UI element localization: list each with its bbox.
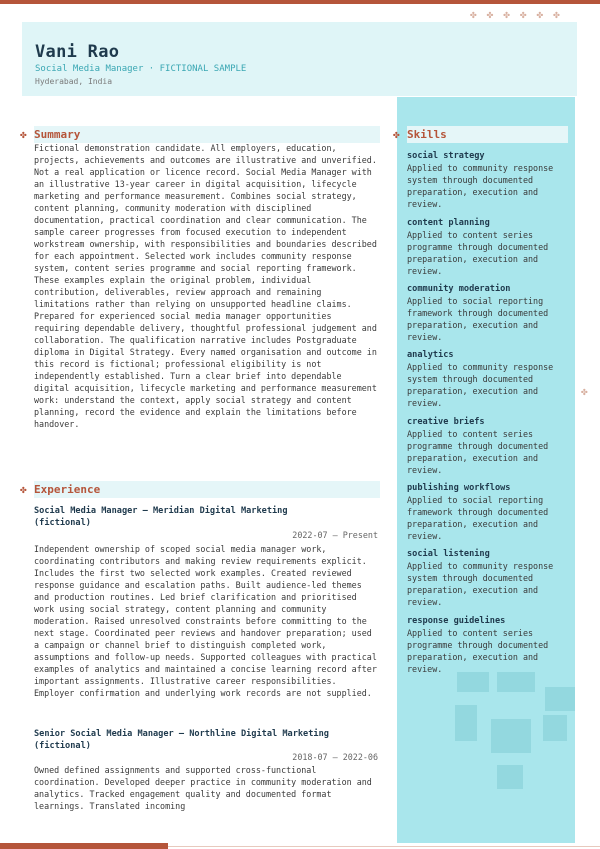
candidate-name: Vani Rao bbox=[35, 42, 120, 62]
skill-description: Applied to content series programme through documented preparation, execution and review. bbox=[407, 628, 549, 674]
floral-ornament-icon: ✤ bbox=[393, 128, 400, 141]
skill-description: Applied to community response system through documented preparation, execution and review. bbox=[407, 561, 554, 607]
job-dates: 2022-07 – Present bbox=[292, 530, 378, 540]
skill-name: analytics bbox=[407, 350, 454, 360]
job-description: Owned defined assignments and supported cross-functional coordination. Developed deeper practice in community moderation and analytics. Tracked engagement quality and documented format learnings. Translated incoming bbox=[34, 765, 372, 811]
skill-description: Applied to community response system through documented preparation, execution and review. bbox=[407, 362, 554, 408]
skill-name: publishing workflows bbox=[407, 483, 511, 493]
job-title: Social Media Manager — Meridian Digital Marketing (fictional) bbox=[34, 506, 288, 528]
ornament-icon: ✤ bbox=[519, 8, 527, 21]
job-dates: 2018-07 – 2022-06 bbox=[292, 752, 378, 762]
location: Hyderabad, India bbox=[35, 77, 113, 86]
side-ornament-icon: ✤ bbox=[581, 385, 588, 398]
skill-item bbox=[407, 548, 572, 608]
skill-description: Applied to social reporting framework through documented preparation, execution and review. bbox=[407, 495, 549, 541]
bottom-thin-rule bbox=[168, 846, 600, 847]
skill-item bbox=[407, 217, 572, 277]
summary-text: Fictional demonstration candidate. All employers, education, projects, achievements and outcomes are illustrative and unverified. Not a real application or licence record. Social Media Manager with an illustrative 13-year career in digital acquisition, lifecycle marketing and performance measurement. Combines social strategy, content planning, community moderation with disciplined documentation, practical coordination and clear communication. The sample career progresses from focused execution to independent workstream ownership, with responsibilities and boundaries described for each appointment. Selected work includes community response system, content series programme and social reporting framework. These examples explain the original problem, individual contribution, deliverables, review approach and remaining limitations rather than relying on unsupported headline claims. Prepared for experienced social media manager opportunities requiring dependable delivery, thoughtful professional judgement and collaboration. The qualification narrative includes Postgraduate diploma in Digital Strategy. Every named organisation and outcome in this record is fictional; professional eligibility is not independently established. Turn a clear brief into dependable digital acquisition, lifecycle marketing and performance measurement work: understand the context, apply social strategy and content planning, record the evidence and explain the limitations before handover. bbox=[34, 143, 377, 429]
bottom-accent-rule bbox=[0, 843, 168, 849]
decorative-ornament-row bbox=[470, 8, 560, 21]
skill-description: Applied to content series programme through documented preparation, execution and review. bbox=[407, 429, 549, 475]
skill-item bbox=[407, 283, 572, 343]
ornament-icon: ✤ bbox=[486, 8, 494, 21]
floral-ornament-icon: ✤ bbox=[20, 128, 27, 141]
job-description: Independent ownership of scoped social media manager work, coordinating contributors and making review requirements explicit. Includes the first two selected work examples. Created reviewed response guidance and escalation paths. Built audience-led themes and production routines. Led brief clarification and prioritised work using social strategy, content planning and community moderation. Raised unresolved constraints before committing to the next stage. Coordinated peer reviews and handover preparation; used a campaign or channel brief to distinguish completed work, assumptions and follow-up needs. Supported colleagues with practical examples of analytics and maintained a concise learning record after important assignments. Illustrative career responsibilities. Employer confirmation and underlying work records are not supplied. bbox=[34, 544, 377, 698]
summary-heading: ✤ Summary bbox=[34, 126, 380, 143]
skill-description: Applied to community response system through documented preparation, execution and review. bbox=[407, 163, 554, 209]
experience-heading: ✤ Experience bbox=[34, 481, 380, 498]
skill-description: Applied to social reporting framework through documented preparation, execution and review. bbox=[407, 296, 549, 342]
skill-name: creative briefs bbox=[407, 417, 485, 427]
top-accent-rule bbox=[0, 0, 600, 4]
ornament-icon: ✤ bbox=[536, 8, 544, 21]
ornament-icon: ✤ bbox=[470, 8, 477, 21]
skill-item bbox=[407, 615, 572, 675]
skill-item bbox=[407, 150, 572, 210]
ornament-icon: ✤ bbox=[553, 8, 560, 21]
skill-name: community moderation bbox=[407, 284, 511, 294]
skill-name: social strategy bbox=[407, 151, 485, 161]
floral-ornament-icon: ✤ bbox=[20, 483, 27, 496]
job-title: Senior Social Media Manager — Northline Digital Marketing (fictional) bbox=[34, 729, 329, 751]
skill-description: Applied to content series programme through documented preparation, execution and review. bbox=[407, 230, 549, 276]
skill-name: content planning bbox=[407, 218, 490, 228]
resume-header bbox=[22, 22, 577, 96]
skill-name: social listening bbox=[407, 549, 490, 559]
skill-name: response guidelines bbox=[407, 616, 506, 626]
skills-heading: ✤ Skills bbox=[407, 126, 568, 143]
skill-item bbox=[407, 482, 572, 542]
skill-item bbox=[407, 349, 572, 409]
skill-item bbox=[407, 416, 572, 476]
role-line: Social Media Manager · FICTIONAL SAMPLE bbox=[35, 64, 247, 74]
ornament-icon: ✤ bbox=[503, 8, 510, 21]
